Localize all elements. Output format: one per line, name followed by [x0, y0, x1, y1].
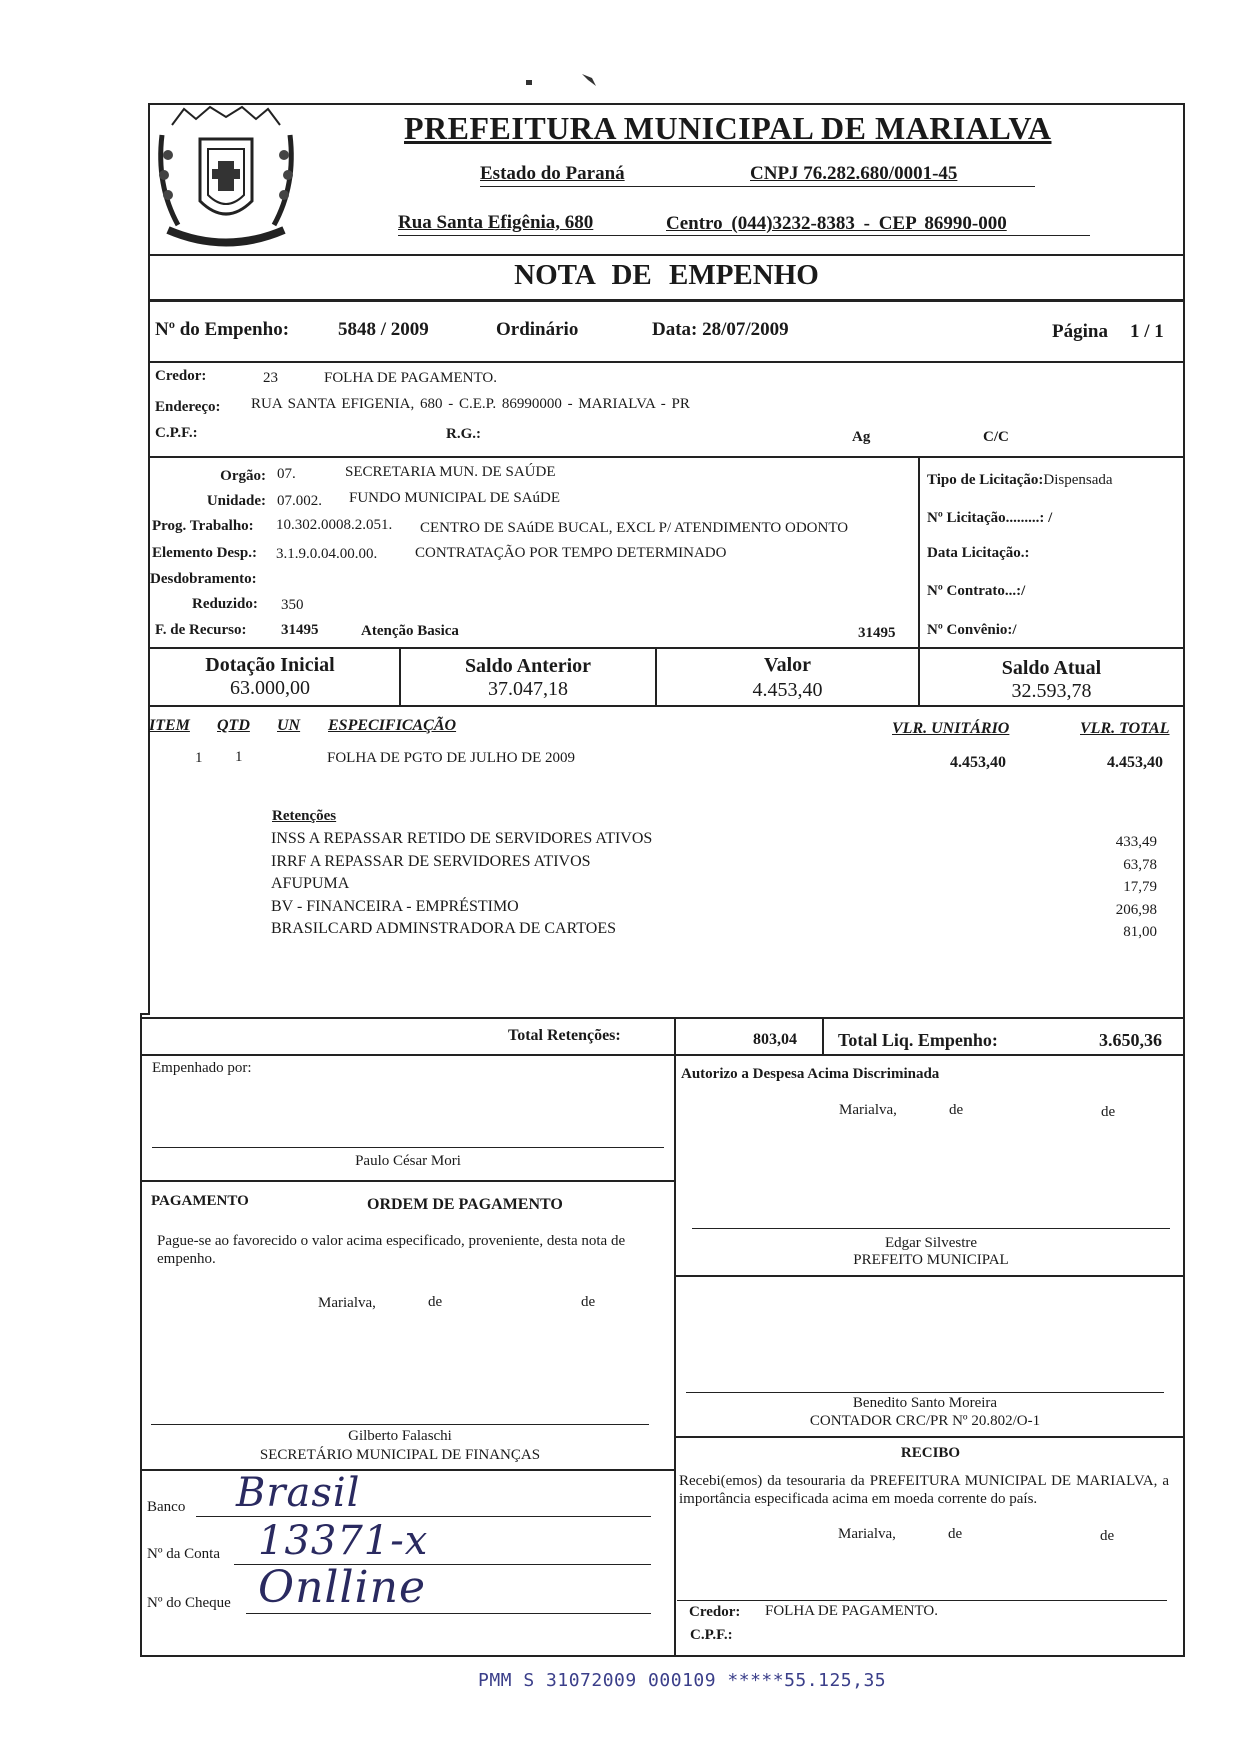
elemento-desp-label: Elemento Desp.:: [152, 545, 257, 561]
total-retencoes-label: Total Retenções:: [508, 1027, 621, 1044]
col-vlr-unitario: VLR. UNITÁRIO: [892, 720, 1010, 737]
secretario-name: Gilberto Falaschi: [348, 1428, 452, 1444]
empenhado-por-name: Paulo César Mori: [355, 1153, 461, 1169]
credor-name: FOLHA DE PAGAMENTO.: [324, 370, 497, 386]
valor-label: Valor: [763, 654, 812, 676]
credor-label: Credor:: [155, 368, 207, 384]
recurso-label: F. de Recurso:: [155, 622, 247, 638]
prog-trabalho-label: Prog. Trabalho:: [152, 518, 254, 534]
cashier-stamp: PMM S 31072009 000109 *****55.125,35: [478, 1670, 887, 1691]
valor-value: 4.453,40: [752, 679, 823, 701]
recibo-cpf-label: C.P.F.:: [690, 1627, 733, 1643]
data-licitacao: Data Licitação.:: [927, 545, 1030, 561]
autorizo-de-2: de: [1101, 1104, 1116, 1120]
page-number: 1 / 1: [1130, 321, 1164, 342]
endereco: RUA SANTA EFIGENIA, 680 - C.E.P. 86990000 - MARIALVA - PR: [251, 396, 690, 412]
unidade-label: Unidade:: [206, 493, 266, 509]
pagamento-text: Pague-se ao favorecido o valor acima especificado, proveniente, desta nota de empenho.: [157, 1233, 626, 1267]
unidade-code: 07.002.: [277, 493, 322, 509]
scan-mark-1: [526, 80, 532, 85]
municipality-title: PREFEITURA MUNICIPAL DE MARIALVA: [404, 110, 1052, 146]
pagamento-de-2: de: [581, 1294, 596, 1310]
municipal-coat-of-arms: [152, 105, 300, 255]
col-vlr-total: VLR. TOTAL: [1080, 720, 1170, 737]
orgao-name: SECRETARIA MUN. DE SAÚDE: [345, 464, 556, 480]
col-item: ITEM: [149, 717, 190, 734]
retencao-5-desc: BRASILCARD ADMINSTRADORA DE CARTOES: [271, 920, 617, 937]
credor-code: 23: [263, 370, 278, 386]
empenho-type: Ordinário: [496, 319, 579, 340]
address: Rua Santa Efigênia, 680: [398, 212, 594, 233]
conta-handwritten: 13371-x: [258, 1518, 429, 1564]
autorizo-city: Marialva,: [839, 1102, 897, 1118]
recibo-credor-value: FOLHA DE PAGAMENTO.: [765, 1603, 938, 1619]
autorizo-text: Autorizo a Despesa Acima Discriminada: [681, 1066, 940, 1082]
cheque-handwritten: Onlline: [258, 1562, 427, 1613]
reduzido-label: Reduzido:: [192, 596, 258, 612]
total-liq-label: Total Liq. Empenho:: [838, 1030, 998, 1050]
endereco-label: Endereço:: [155, 399, 221, 415]
total-liq-value: 3.650,36: [1099, 1030, 1162, 1050]
elemento-desp-code: 3.1.9.0.04.00.00.: [276, 546, 378, 562]
contador-name: Benedito Santo Moreira: [852, 1395, 998, 1411]
row-qtd: 1: [235, 749, 243, 765]
pagamento-label: PAGAMENTO: [151, 1193, 249, 1209]
unidade-name: FUNDO MUNICIPAL DE SAúDE: [349, 490, 560, 506]
conta-label: Nº da Conta: [147, 1546, 220, 1562]
cnpj: CNPJ 76.282.680/0001-45: [750, 163, 958, 184]
dotacao-inicial-label: Dotação Inicial: [205, 654, 335, 676]
prefeito-title: PREFEITO MUNICIPAL: [853, 1252, 1009, 1268]
row-description: FOLHA DE PGTO DE JULHO DE 2009: [327, 750, 576, 766]
retencao-1-value: 433,49: [1115, 834, 1157, 850]
row-item: 1: [195, 750, 203, 766]
elemento-desp-name: CONTRATAÇÃO POR TEMPO DETERMINADO: [415, 545, 727, 561]
recibo-text: Recebi(emos) da tesouraria da PREFEITURA MUNICIPAL DE MARIALVA, a importância especificada acima em moeda corrente do país.: [679, 1473, 1169, 1507]
banco-handwritten: Brasil: [236, 1470, 361, 1516]
col-un: UN: [277, 717, 301, 734]
banco-label: Banco: [147, 1499, 186, 1515]
saldo-anterior-value: 37.047,18: [488, 678, 568, 700]
desdobramento-label: Desdobramento:: [150, 571, 257, 587]
empenhado-por-label: Empenhado por:: [152, 1060, 252, 1076]
cheque-label: Nº do Cheque: [147, 1595, 231, 1611]
retencao-5-value: 81,00: [1123, 924, 1157, 940]
recurso-code-2: 31495: [858, 625, 896, 641]
numero-licitacao: Nº Licitação.........: /: [927, 510, 1053, 526]
recibo-de-2: de: [1100, 1528, 1115, 1544]
retencao-4-desc: BV - FINANCEIRA - EMPRÉSTIMO: [271, 898, 519, 915]
prog-trabalho-name: CENTRO DE SAúDE BUCAL, EXCL P/ ATENDIMENTO ODONTO: [420, 520, 849, 536]
saldo-atual-value: 32.593,78: [1011, 680, 1092, 702]
orgao-code: 07.: [277, 466, 296, 482]
empenho-date: Data: 28/07/2009: [652, 319, 789, 340]
ordem-pagamento-title: ORDEM DE PAGAMENTO: [367, 1196, 563, 1213]
pagamento-de-1: de: [428, 1294, 443, 1310]
prog-trabalho-code: 10.302.0008.2.051.: [276, 517, 393, 533]
empenho-number: 5848 / 2009: [338, 319, 429, 340]
dotacao-inicial-value: 63.000,00: [230, 677, 310, 699]
retencao-2-desc: IRRF A REPASSAR DE SERVIDORES ATIVOS: [271, 853, 591, 870]
retencao-3-value: 17,79: [1123, 879, 1157, 895]
conta-corrente-label: C/C: [983, 429, 1009, 445]
numero-contrato: Nº Contrato...:/: [927, 583, 1026, 599]
state-name: Estado do Paraná: [480, 163, 625, 184]
rg-label: R.G.:: [446, 426, 481, 442]
tipo-licitacao-label: Tipo de Licitação:: [927, 472, 1044, 488]
retencao-3-desc: AFUPUMA: [271, 875, 350, 892]
tipo-licitacao-value: Dispensada: [1043, 472, 1113, 488]
pagamento-city: Marialva,: [318, 1295, 376, 1311]
retencao-1-desc: INSS A REPASSAR RETIDO DE SERVIDORES ATIVOS: [271, 830, 653, 847]
page-label: Página: [1052, 321, 1108, 342]
retencao-4-value: 206,98: [1115, 902, 1157, 918]
recibo-de-1: de: [948, 1526, 963, 1542]
saldo-anterior-label: Saldo Anterior: [464, 655, 592, 677]
contador-title: CONTADOR CRC/PR Nº 20.802/O-1: [809, 1413, 1041, 1429]
numero-convenio: Nº Convênio:/: [927, 622, 1017, 638]
retencoes-title: Retenções: [272, 808, 337, 824]
retencao-2-value: 63,78: [1123, 857, 1157, 873]
recibo-title: RECIBO: [900, 1445, 961, 1461]
cpf-label: C.P.F.:: [155, 425, 198, 441]
autorizo-de-1: de: [949, 1102, 964, 1118]
agencia-label: Ag: [852, 429, 871, 445]
recurso-name: Atenção Basica: [361, 623, 459, 639]
prefeito-name: Edgar Silvestre: [884, 1235, 978, 1251]
col-qtd: QTD: [217, 717, 250, 734]
total-retencoes-value: 803,04: [753, 1031, 797, 1048]
recibo-city: Marialva,: [838, 1526, 896, 1542]
recurso-code: 31495: [281, 622, 319, 638]
reduzido-value: 350: [281, 597, 304, 613]
empenho-number-label: Nº do Empenho:: [155, 319, 290, 340]
orgao-label: Orgão:: [220, 468, 266, 484]
row-total-value: 4.453,40: [1107, 754, 1163, 771]
document-title: NOTA DE EMPENHO: [514, 259, 819, 291]
scan-mark-2: [582, 74, 596, 86]
recibo-credor-label: Credor:: [689, 1604, 741, 1620]
secretario-title: SECRETÁRIO MUNICIPAL DE FINANÇAS: [259, 1447, 541, 1463]
tipo-licitacao: [927, 472, 1113, 489]
col-especificacao: ESPECIFICAÇÃO: [328, 717, 457, 734]
district-phone-cep: Centro (044)3232-8383 - CEP 86990-000: [666, 213, 1007, 234]
row-unit-value: 4.453,40: [950, 754, 1006, 771]
saldo-atual-label: Saldo Atual: [1001, 657, 1102, 679]
